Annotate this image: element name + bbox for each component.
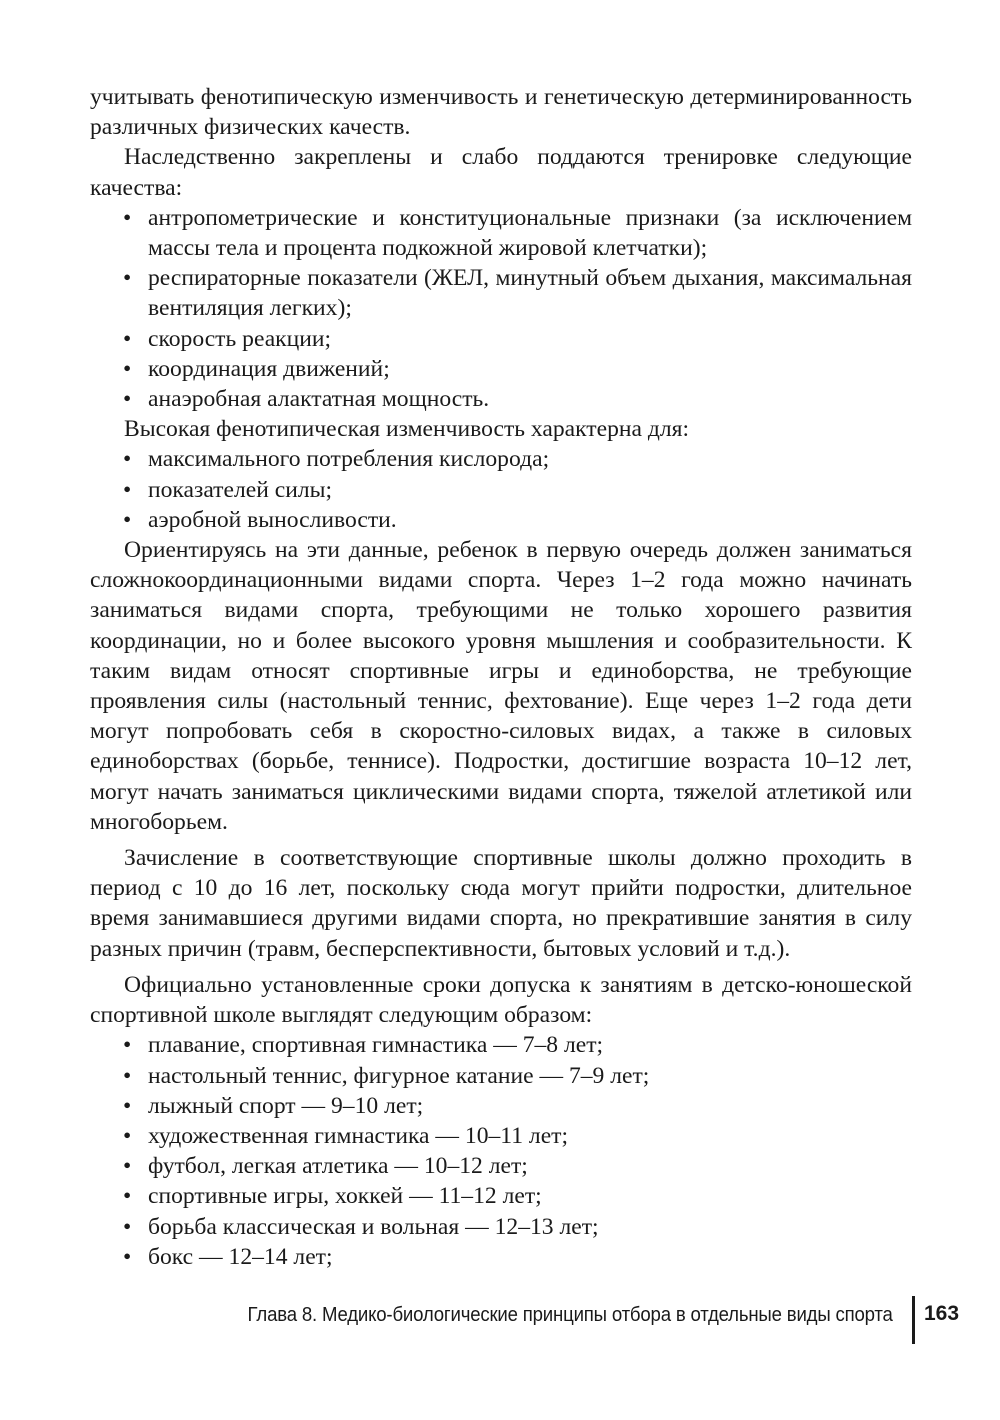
bullet-icon: • bbox=[123, 1092, 132, 1119]
paragraph-enrollment: Зачисление в соответствующие спортивные школы должно проходить в период с 10 до 16 лет, поскольку сюда могут прийти подростки, длительное время занимавшиеся другими видами спорта, но прекратившие занятия в силу разных причин (травм, бесперспективности, бытовых условий и т.д.). bbox=[90, 845, 912, 962]
paragraph-1: учитывать фенотипическую изменчивость и генетическую детерминированность различных физических качеств. bbox=[90, 84, 912, 141]
page-footer bbox=[0, 1296, 1000, 1346]
bullet-icon: • bbox=[123, 1153, 132, 1180]
bullet-icon: • bbox=[123, 1243, 132, 1270]
list-item bbox=[90, 1030, 912, 1060]
list-item bbox=[90, 1061, 912, 1091]
list-variable-qualities bbox=[90, 444, 912, 535]
list-item bbox=[90, 263, 912, 323]
list-item-text: антропометрические и конституциональные признаки (за исключением массы тела и процента подкожной жировой клетчатки); bbox=[148, 204, 912, 262]
list-item bbox=[90, 444, 912, 474]
list-item-text: плавание, спортивная гимнастика — 7–8 лет; bbox=[148, 1032, 604, 1059]
bullet-icon: • bbox=[123, 265, 132, 292]
bullet-icon: • bbox=[123, 1183, 132, 1210]
bullet-icon: • bbox=[123, 446, 132, 473]
list-item-text: анаэробная алактатная мощность. bbox=[148, 386, 490, 413]
list-item bbox=[90, 1151, 912, 1181]
footer-divider bbox=[912, 1296, 915, 1344]
list-item bbox=[90, 475, 912, 505]
list-item-text: аэробной выносливости. bbox=[148, 506, 397, 533]
list-item bbox=[90, 324, 912, 354]
paragraph-variable-intro: Высокая фенотипическая изменчивость характерна для: bbox=[124, 416, 690, 443]
paragraph-orientation: Ориентируясь на эти данные, ребенок в первую очередь должен заниматься сложнокоординационными видами спорта. Через 1–2 года можно начинать заниматься видами спорта, требующими не только хорошего развития координации, но и более высокого уровня мышления и сообразительности. К таким видам относят спортивные игры и единоборства, не требующие проявления силы (настольный теннис, фехтование). Еще через 1–2 года дети могут попробовать себя в скоростно-силовых видах, а также в силовых единоборствах (борьбе, теннисе). Подростки, достигшие возраста 10–12 лет, могут начать заниматься циклическими видами спорта, тяжелой атлетикой или многоборьем. bbox=[90, 537, 912, 835]
list-item-text: координация движений; bbox=[148, 355, 390, 382]
list-item-text: бокс — 12–14 лет; bbox=[148, 1243, 333, 1270]
list-item-text: художественная гимнастика — 10–11 лет; bbox=[148, 1122, 569, 1149]
bullet-icon: • bbox=[123, 325, 132, 352]
list-item bbox=[90, 1242, 912, 1272]
list-item-text: настольный теннис, фигурное катание — 7–9 лет; bbox=[148, 1062, 650, 1089]
list-item bbox=[90, 1181, 912, 1211]
page-body bbox=[90, 82, 912, 1272]
list-item bbox=[90, 354, 912, 384]
running-footer-chapter-title: Глава 8. Медико-биологические принципы отбора в отдельные виды спорта bbox=[247, 1304, 893, 1326]
paragraph-hereditary-intro: Наследственно закреплены и слабо поддаются тренировке следующие качества: bbox=[90, 144, 912, 201]
bullet-icon: • bbox=[123, 476, 132, 503]
bullet-icon: • bbox=[123, 1213, 132, 1240]
list-item-text: лыжный спорт — 9–10 лет; bbox=[148, 1092, 424, 1119]
list-admission-ages bbox=[90, 1030, 912, 1272]
bullet-icon: • bbox=[123, 386, 132, 413]
list-item bbox=[90, 1121, 912, 1151]
list-item-text: борьба классическая и вольная — 12–13 лет; bbox=[148, 1213, 599, 1240]
list-item bbox=[90, 203, 912, 263]
bullet-icon: • bbox=[123, 204, 132, 231]
bullet-icon: • bbox=[123, 1122, 132, 1149]
list-item-text: показателей силы; bbox=[148, 476, 333, 503]
bullet-icon: • bbox=[123, 506, 132, 533]
paragraph-official-terms: Официально установленные сроки допуска к занятиям в детско-юношеской спортивной школе выглядят следующим образом: bbox=[90, 971, 912, 1029]
bullet-icon: • bbox=[123, 1062, 132, 1089]
list-item-text: скорость реакции; bbox=[148, 325, 332, 352]
list-item-text: респираторные показатели (ЖЕЛ, минутный объем дыхания, максимальная вентиляция легких); bbox=[148, 265, 912, 322]
list-item bbox=[90, 384, 912, 414]
list-item bbox=[90, 1091, 912, 1121]
bullet-icon: • bbox=[123, 1032, 132, 1059]
bullet-icon: • bbox=[123, 355, 132, 382]
list-hereditary-qualities bbox=[90, 203, 912, 414]
list-item bbox=[90, 505, 912, 535]
list-item-text: спортивные игры, хоккей — 11–12 лет; bbox=[148, 1183, 542, 1210]
list-item bbox=[90, 1212, 912, 1242]
list-item-text: футбол, легкая атлетика — 10–12 лет; bbox=[148, 1153, 528, 1180]
page-number: 163 bbox=[924, 1302, 960, 1325]
list-item-text: максимального потребления кислорода; bbox=[148, 446, 550, 473]
